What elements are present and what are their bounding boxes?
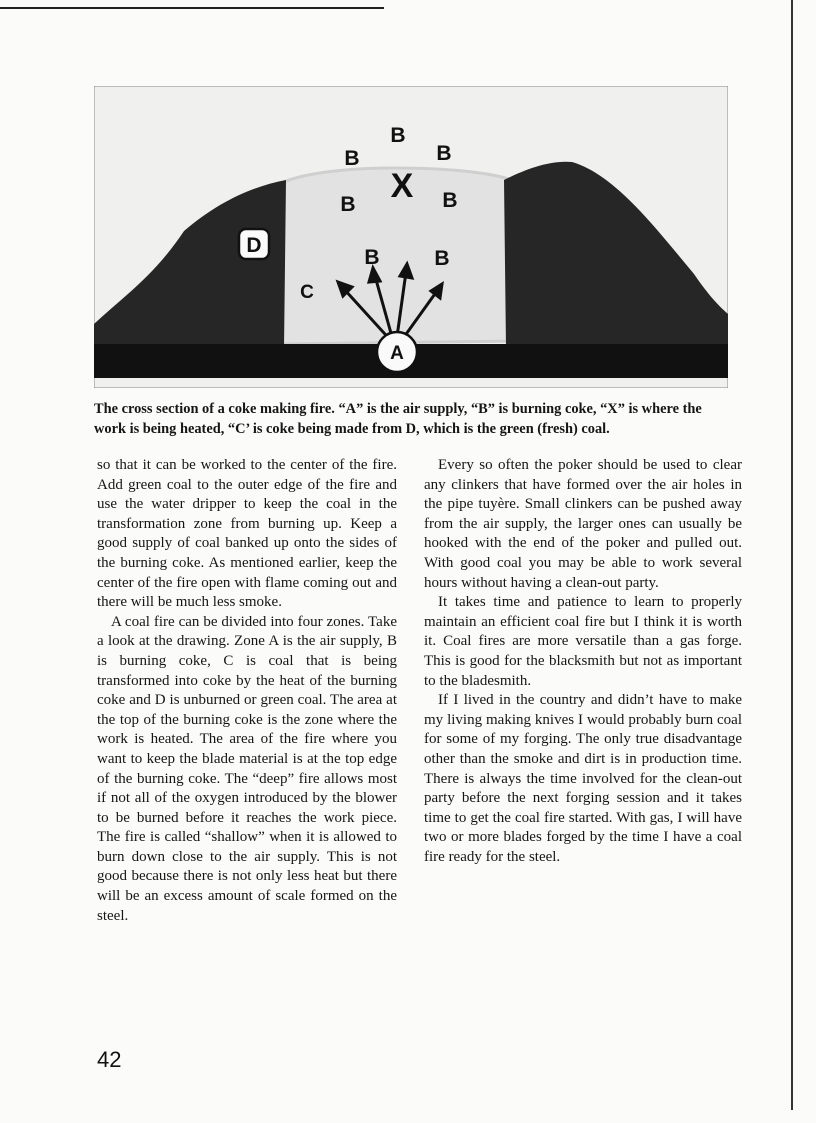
coke-fire-cross-section-figure	[94, 86, 728, 388]
left-column	[97, 456, 397, 926]
top-rule	[0, 7, 384, 9]
label-b-lower-right: B	[434, 247, 450, 270]
page-number: 42	[97, 1047, 122, 1072]
label-a: A	[390, 343, 404, 364]
right-paragraph-2: It takes time and patience to learn to properly maintain an efficient coal fire but I think it is worth it. Coal fires are more versatile than a gas forge. This is good for the blacksmith but not as important to the bladesmith.	[424, 594, 742, 689]
label-b-mid-right: B	[442, 189, 458, 212]
right-column	[424, 456, 742, 867]
label-b-mid-left: B	[340, 193, 356, 216]
figure-caption: The cross section of a coke making fire. “A” is the air supply, “B” is burning coke, “X” is where the work is being heated, “C’ is coke being made from D, which is the green (fresh) coal.	[94, 401, 702, 437]
coke-fire-diagram	[94, 86, 728, 388]
left-paragraph-1: so that it can be worked to the center of the fire. Add green coal to the outer edge of the fire and use the water dripper to keep the coal in the transformation zone from burning up. Keep a good supply of coal banked up onto the sides of the burning coke. As mentioned earlier, keep the center of the fire open with flame coming out and there will be much less smoke.	[97, 457, 397, 611]
label-b-upper-left: B	[344, 147, 360, 170]
label-b-upper-right: B	[436, 142, 452, 165]
label-b-lower-left: B	[364, 246, 380, 269]
right-paragraph-1: Every so often the poker should be used to clear any clinkers that have formed over the air holes in the pipe tuyère. Small clinkers can be pushed away from the air supply, the larger ones can usually be hooked with the end of the poker and pulled out. With good coal you may be able to work several hours without having a clean-out party.	[424, 457, 742, 591]
label-c: C	[300, 282, 314, 303]
right-paragraph-3: If I lived in the country and didn’t have to make my living making knives I would probably burn coal for some of my forging. The only true disadvantage other than the smoke and dirt is in production time. There is always the time involved for the clean-out party before the next forging session and it takes time to get the coal fire started. With gas, I will have two or more blades forged by the time I have a coal fire ready for the steel.	[424, 692, 742, 865]
label-d: D	[246, 234, 262, 257]
right-margin-rule	[791, 0, 793, 1110]
label-b-top: B	[390, 124, 406, 147]
left-paragraph-2: A coal fire can be divided into four zones. Take a look at the drawing. Zone A is the air supply, B is burning coke, C is coal that is being transformed into coke by the heat of the burning coke and D is unburned or green coal. The area at the top of the burning coke is the zone where the work is heated. The area of the fire where you want to keep the blade material is at the top edge of the burning coke. The “deep” fire allows most if not all of the oxygen introduced by the blower to be burned before it reaches the work piece. The fire is called “shallow” when it is allowed to burn down close to the air supply. This is not good because there is not only less heat but there will be an excess amount of scale formed on the steel.	[97, 613, 397, 924]
label-x: X	[390, 167, 414, 205]
